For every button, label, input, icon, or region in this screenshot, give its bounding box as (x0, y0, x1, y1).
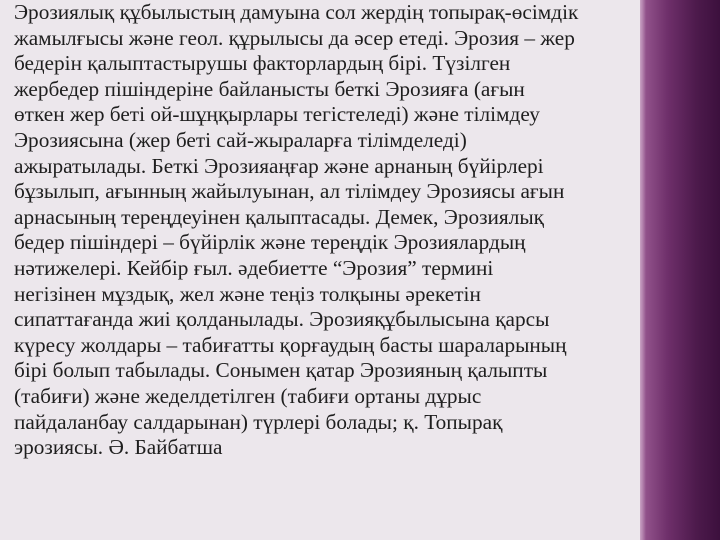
text-line: күресу жолдары – табиғатты қорғаудың басты шараларының (14, 332, 567, 357)
text-line: арнасының тереңдеуінен қалыптасады. Демек, Эрозиялық (14, 204, 544, 229)
text-line: Эрозиялық құбылыстың дамуына сол жердің топырақ-өсімдік (14, 0, 579, 24)
text-line: ажыратылады. Беткі Эрозияаңғар және арнаның бүйірлері (14, 153, 544, 178)
text-line: бұзылып, ағынның жайылуынан, ал тілімдеу Эрозиясы ағын (14, 179, 565, 204)
text-line: пайдаланбау салдарынан) түрлері болады; қ. Топырақ (14, 409, 503, 434)
text-line: нәтижелері. Кейбір ғыл. әдебиетте “Эрозия” термині (14, 255, 494, 280)
text-line: бірі болып табылады. Сонымен қатар Эрозияның қалыпты (14, 358, 548, 383)
text-line: жербедер пішіндеріне байланысты беткі Эрозияға (ағын (14, 76, 525, 101)
text-line: бедерін қалыптастырушы факторлардың бірі. Түзілген (14, 51, 511, 76)
text-line: (табиғи) және жеделдетілген (табиғи ортаны дұрыс (14, 383, 482, 408)
text-line: эрозиясы. Ә. Байбатша (14, 435, 223, 460)
text-line: негізінен мұздық, жел және теңіз толқыны әрекетін (14, 281, 481, 306)
text-line: сипаттағанда жиі қолданылады. Эрозияқұбылысына қарсы (14, 307, 550, 332)
text-line: бедер пішіндері – бүйірлік және тереңдік Эрозиялардың (14, 230, 526, 255)
body-text (14, 0, 704, 461)
text-line: өткен жер беті ой-шұңқырлары тегістеледі) және тілімдеу (14, 102, 540, 127)
text-line: жамылғысы және геол. құрылысы да әсер етеді. Эрозия – жер (14, 25, 575, 50)
text-line: Эрозиясына (жер беті сай-жыраларға тілімделеді) (14, 127, 467, 152)
